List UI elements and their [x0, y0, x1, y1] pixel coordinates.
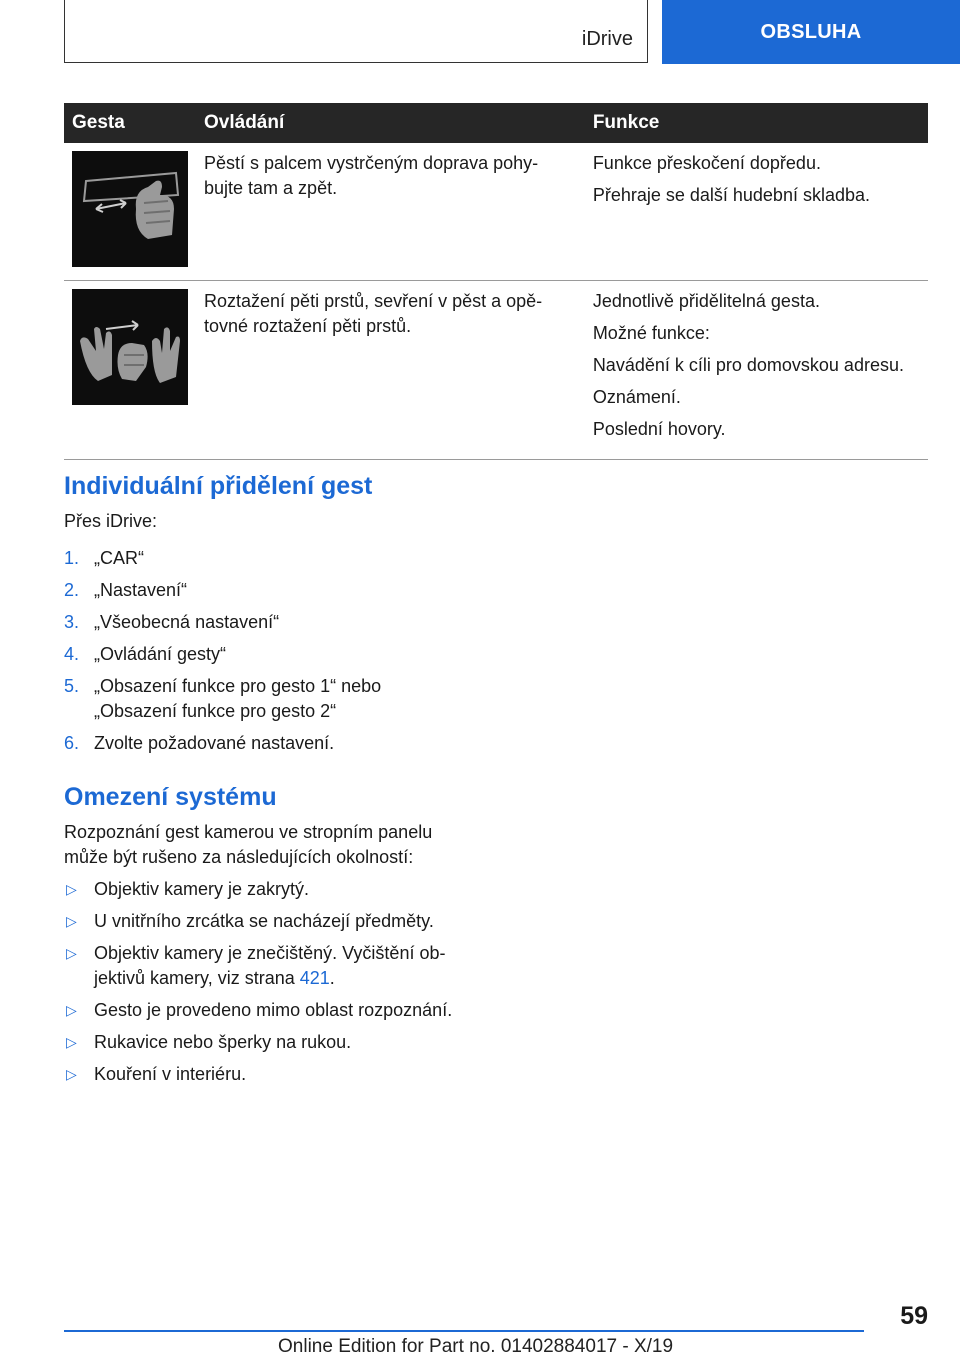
triangle-bullet-icon: ▷	[66, 1002, 77, 1018]
header-section-label: iDrive	[581, 28, 633, 50]
column-header-function: Funkce	[585, 103, 928, 143]
assignment-steps-list	[64, 546, 484, 763]
open-close-hand-gesture-icon	[72, 289, 188, 405]
triangle-bullet-icon: ▷	[66, 945, 77, 961]
list-item: ▷ U vnitřního zrcátka se nacházejí předměty.	[64, 909, 484, 934]
page-reference-link[interactable]: 421	[299, 968, 330, 988]
page-number: 59	[900, 1302, 928, 1330]
table-header-row	[64, 103, 928, 143]
table-row	[64, 143, 928, 281]
gestures-table	[64, 103, 928, 460]
list-item: 1. „CAR“	[64, 548, 144, 568]
list-item: ▷ Objektiv kamery je zakrytý.	[64, 877, 484, 902]
list-item: 6. Zvolte požadované nastavení.	[64, 733, 335, 753]
table-row	[64, 281, 928, 460]
column-header-control: Ovládání	[196, 103, 585, 143]
triangle-bullet-icon: ▷	[66, 1034, 77, 1050]
list-item: 3. „Všeobecná nastavení“	[64, 612, 280, 632]
list-item: 4. „Ovládání gesty“	[64, 644, 227, 664]
footer-divider	[64, 1330, 864, 1332]
limits-bullet-list	[64, 877, 484, 1094]
triangle-bullet-icon: ▷	[66, 1066, 77, 1082]
heading-individual-gesture-assignment: Individuální přidělení gest	[64, 472, 373, 500]
list-item: ▷ Kouření v interiéru.	[64, 1062, 484, 1087]
header-chapter-tab: OBSLUHA	[662, 0, 960, 64]
list-item: ▷ Objektiv kamery je znečištěný. Vyčištění ob-jektivů kamery, viz strana 421.	[66, 943, 446, 988]
column-header-gesture: Gesta	[64, 103, 196, 143]
triangle-bullet-icon: ▷	[66, 881, 77, 897]
control-cell: Pěstí s palcem vystrčeným doprava pohy-bujte tam a zpět.	[196, 143, 585, 281]
function-cell: Funkce přeskočení dopředu. Přehraje se další hudební skladba.	[585, 143, 928, 281]
limits-intro: Rozpoznání gest kamerou ve stropním panelu může být rušeno za následujících okolností:	[64, 822, 433, 867]
list-item: 2. „Nastavení“	[64, 580, 188, 600]
footer-edition-text: Online Edition for Part no. 01402884017 - X/19	[278, 1336, 674, 1357]
heading-system-limits: Omezení systému	[64, 783, 277, 811]
function-cell: Jednotlivě přidělitelná gesta. Možné funkce: Navádění k cíli pro domovskou adresu. Oznámení. Poslední hovory.	[585, 281, 928, 460]
assign-intro: Přes iDrive:	[64, 511, 158, 531]
header-box	[64, 0, 648, 63]
fist-swipe-gesture-icon	[72, 151, 188, 267]
list-item: ▷ Gesto je provedeno mimo oblast rozpoznání.	[64, 998, 484, 1023]
list-item: 5. „Obsazení funkce pro gesto 1“ nebo „Obsazení funkce pro gesto 2“	[64, 676, 382, 721]
list-item: ▷ Rukavice nebo šperky na rukou.	[64, 1030, 484, 1055]
control-cell: Roztažení pěti prstů, sevření v pěst a opě-tovné roztažení pěti prstů.	[196, 281, 585, 460]
triangle-bullet-icon: ▷	[66, 913, 77, 929]
